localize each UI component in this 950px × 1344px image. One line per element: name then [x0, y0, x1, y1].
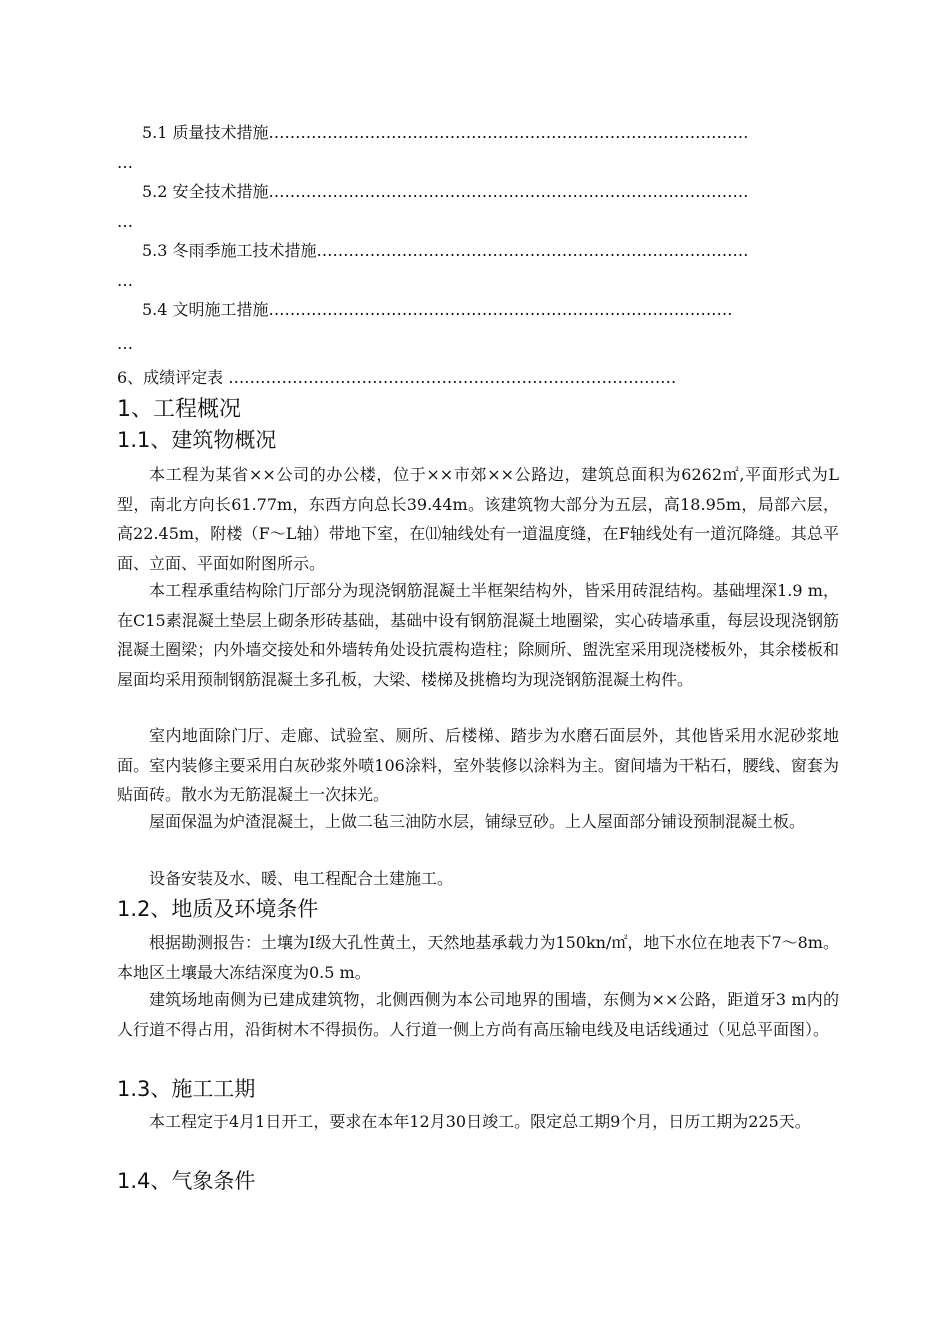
- toc-item-label: 5.4 文明施工措施: [142, 300, 269, 319]
- paragraph: 本工程承重结构除门厅部分为现浇钢筋混凝土半框架结构外，皆采用砖混结构。基础埋深1.9 m，在C15素混凝土垫层上砌条形砖基础，基础中设有钢筋混凝土地圈梁，实心砖墙承重，每层设现浇钢筋混凝土圈梁；内外墙交接处和外墙转角处设抗震构造柱；除厕所、盥洗室采用现浇楼板外，其余楼板和屋面均采用预制钢筋混凝土多孔板，大梁、楼梯及挑檐均为现浇钢筋混凝土构件。: [117, 581, 839, 689]
- toc-item-label: 5.1 质量技术措施: [142, 123, 269, 142]
- paragraph: 设备安装及水、暖、电工程配合土建施工。: [149, 869, 454, 888]
- section-heading-1-2: 1.2、地质及环境条件: [117, 897, 319, 921]
- toc-leader-continuation: …: [117, 334, 133, 353]
- toc-item-5-2[interactable]: [142, 181, 842, 203]
- toc-leader: ………………………………………………………………………………: [268, 182, 749, 201]
- section-heading-1: 1、工程概况: [117, 397, 241, 422]
- toc-item-5-4[interactable]: [142, 299, 842, 321]
- toc-leader-continuation: …: [117, 153, 133, 172]
- toc-item-label: 6、成绩评定表: [117, 368, 224, 387]
- section-heading-1-3: 1.3、施工工期: [117, 1077, 256, 1101]
- toc-leader: ………………………………………………………………………………: [268, 123, 749, 142]
- toc-item-5-1[interactable]: [142, 122, 842, 144]
- toc-leader: ……………………………………………………………………………: [268, 300, 733, 319]
- toc-leader: …………………………………………………………………………: [228, 368, 677, 387]
- paragraph: 屋面保温为炉渣混凝土，上做二毡三油防水层，铺绿豆砂。上人屋面部分铺设预制混凝土板。: [149, 812, 806, 831]
- paragraph: 本工程为某省××公司的办公楼，位于××市郊××公路边，建筑总面积为6262㎡,平面形式为L型，南北方向长61.77m，东西方向总长39.44m。该建筑物大部分为五层，高18.95m，局部六层，高22.45m，附楼（F～L轴）带地下室，在⑾轴线处有一道温度缝，在F轴线处有一道沉降缝。其总平面、立面、平面如附图所示。: [117, 465, 839, 573]
- toc-item-label: 5.2 安全技术措施: [142, 182, 269, 201]
- paragraph: 本工程定于4月1日开工，要求在本年12月30日竣工。限定总工期9个月，日历工期为225天。: [149, 1112, 811, 1131]
- section-heading-1-4: 1.4、气象条件: [117, 1169, 256, 1193]
- toc-item-5-3[interactable]: [142, 240, 842, 262]
- paragraph: 根据勘测报告：土壤为Ⅰ级大孔性黄土，天然地基承载力为150kn/㎡，地下水位在地表下7～8m。本地区土壤最大冻结深度为0.5 m。: [117, 933, 839, 982]
- paragraph: 室内地面除门厅、走廊、试验室、厕所、后楼梯、踏步为水磨石面层外，其他皆采用水泥砂浆地面。室内装修主要采用白灰砂浆外喷106涂料，室外装修以涂料为主。窗间墙为干粘石，腰线、窗套为贴面砖。散水为无筋混凝土一次抹光。: [117, 726, 839, 804]
- section-heading-1-1: 1.1、建筑物概况: [117, 428, 277, 452]
- paragraph: 建筑场地南侧为已建成建筑物，北侧西侧为本公司地界的围墙，东侧为××公路，距道牙3 m内的人行道不得占用，沿街树木不得损伤。人行道一侧上方尚有高压输电线及电话线通过（见总平面图）。: [117, 990, 839, 1039]
- toc-leader-continuation: …: [117, 212, 133, 231]
- toc-item-label: 5.3 冬雨季施工技术措施: [142, 241, 317, 260]
- toc-leader-continuation: …: [117, 271, 133, 290]
- toc-item-6[interactable]: [117, 367, 847, 389]
- toc-leader: ………………………………………………………………………: [316, 241, 749, 260]
